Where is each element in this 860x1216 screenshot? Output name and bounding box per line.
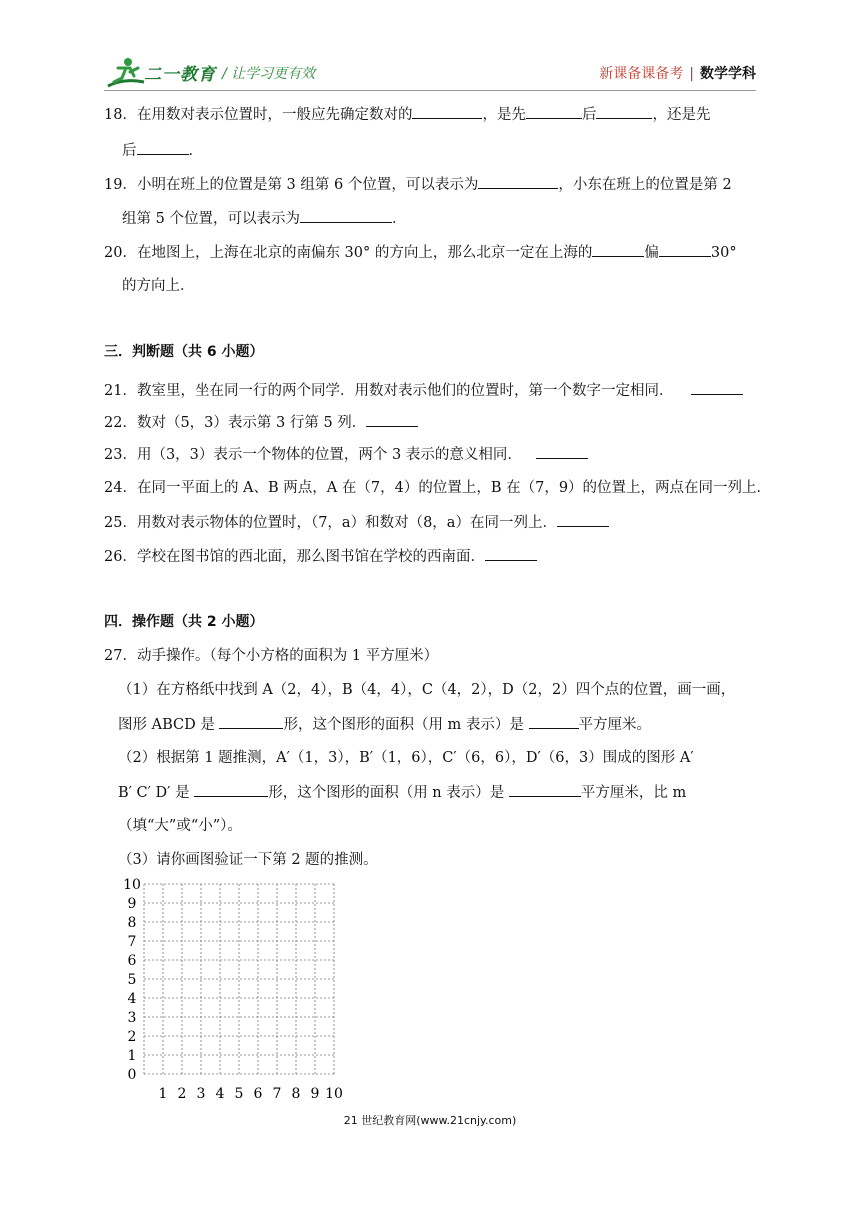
question-19-cont — [122, 208, 406, 229]
q19-text-a: 19．小明在班上的位置是第 3 组第 6 个位置，可以表示为 — [104, 177, 479, 193]
logo-text: 二一教育 — [144, 65, 216, 85]
grid-x-labels — [159, 1086, 343, 1102]
q20-text-d: 的方向上． — [122, 278, 195, 294]
q18-blank-3[interactable] — [596, 104, 652, 119]
q27-2-blank-2[interactable] — [509, 782, 581, 797]
q19-text-c: 组第 5 个位置，可以表示为 — [122, 211, 300, 227]
q20-text-c: 30° — [710, 245, 737, 261]
q20-text-b: 偏 — [644, 245, 659, 261]
grid-x-label: 8 — [291, 1086, 301, 1102]
q27-2-blank-1[interactable] — [194, 782, 268, 797]
q27-1-text-b: 图形 ABCD 是 — [118, 717, 220, 733]
footer-text: 21 世纪教育网(www.21cnjy.com) — [343, 1114, 517, 1127]
q21-blank[interactable] — [691, 380, 743, 395]
question-27-1: （1）在方格纸中找到 A（2，4），B（4，4），C（4，2），D（2，2）四个点的位置，画一画， — [118, 682, 736, 698]
grid-y-label: 8 — [127, 915, 137, 931]
header-course-label: 新课备课备考 — [599, 66, 684, 82]
question-19 — [104, 174, 732, 195]
question-27-1-cont — [118, 714, 651, 735]
q22-blank[interactable] — [366, 412, 418, 427]
grid-y-label: 2 — [127, 1029, 137, 1045]
q18-text-a: 18．在用数对表示位置时，一般应先确定数对的 — [104, 107, 413, 123]
question-27: 27．动手操作。（每个小方格的面积为 1 平方厘米） — [104, 648, 439, 664]
grid-y-label: 6 — [127, 953, 137, 969]
q26-blank[interactable] — [485, 546, 537, 561]
grid-y-label: 7 — [127, 934, 137, 950]
question-18 — [104, 104, 710, 125]
grid-x-label: 5 — [234, 1086, 244, 1102]
grid-x-label: 1 — [158, 1086, 168, 1102]
grid-y-labels — [123, 877, 141, 1083]
question-18-cont — [122, 140, 203, 161]
grid-y-label: 9 — [127, 896, 137, 912]
q21-text: 21．教室里，坐在同一行的两个同学．用数对表示他们的位置时，第一个数字一定相同． — [104, 383, 674, 399]
q27-1-text-c: 形，这个图形的面积（用 m 表示）是 — [283, 717, 529, 733]
q25-blank[interactable] — [557, 512, 609, 527]
header-divider — [104, 90, 756, 91]
question-20-cont — [122, 276, 195, 296]
q27-2-text-d: 平方厘米，比 m — [580, 785, 687, 801]
q20-text-a: 20．在地图上，上海在北京的南偏东 30° 的方向上，那么北京一定在上海的 — [104, 245, 593, 261]
question-23 — [104, 444, 588, 465]
grid-x-label: 7 — [272, 1086, 282, 1102]
grid-y-label: 10 — [123, 877, 141, 893]
q27-2-text-c: 形，这个图形的面积（用 n 表示）是 — [268, 785, 509, 801]
question-25 — [104, 512, 609, 533]
question-27-2: （2）根据第 1 题推测，A′（1，3），B′（1，6），C′（6，6），D′（6，3）围成的图形 A′ — [118, 750, 694, 766]
q20-blank-2[interactable] — [659, 242, 711, 257]
q18-text-c: 后 — [581, 107, 597, 123]
q18-text-b: ，是先 — [482, 107, 526, 123]
q19-blank-1[interactable] — [478, 174, 558, 189]
q23-blank[interactable] — [536, 444, 588, 459]
grid-y-label: 3 — [127, 1010, 137, 1026]
q27-1-blank-2[interactable] — [529, 714, 579, 729]
grid-x-label: 9 — [310, 1086, 320, 1102]
q27-1-text-d: 平方厘米。 — [578, 717, 652, 733]
section-3-title: 三．判断题（共 6 小题） — [104, 344, 264, 360]
q19-blank-2[interactable] — [300, 208, 392, 223]
header-separator: | — [689, 66, 694, 82]
q18-blank-1[interactable] — [412, 104, 482, 119]
question-27-3: （3）请你画图验证一下第 2 题的推测。 — [118, 852, 378, 868]
q18-blank-2[interactable] — [526, 104, 582, 119]
grid-y-label: 5 — [127, 972, 137, 988]
section-4-title: 四．操作题（共 2 小题） — [104, 614, 264, 630]
grid-lines — [144, 884, 334, 1074]
q27-2-text-b: B′ C′ D′ 是 — [118, 785, 195, 801]
coordinate-grid[interactable] — [118, 876, 358, 1104]
grid-x-label: 3 — [196, 1086, 206, 1102]
q23-text: 23．用（3，3）表示一个物体的位置，两个 3 表示的意义相同． — [104, 447, 522, 463]
question-26 — [104, 546, 537, 567]
page-header — [0, 0, 860, 100]
question-27-2-cont — [118, 782, 686, 803]
q18-blank-4[interactable] — [137, 140, 189, 155]
q19-text-d: ． — [391, 211, 407, 227]
question-20 — [104, 242, 737, 263]
q20-blank-1[interactable] — [592, 242, 644, 257]
grid-x-label: 6 — [253, 1086, 263, 1102]
grid-y-label: 4 — [127, 991, 137, 1007]
q22-text: 22．数对（5，3）表示第 3 行第 5 列． — [104, 415, 367, 431]
grid-y-label: 1 — [127, 1048, 137, 1064]
q25-text: 25．用数对表示物体的位置时，（7，a）和数对（8，a）在同一列上． — [104, 515, 557, 531]
header-subject-label: 数学学科 — [700, 66, 756, 82]
question-22 — [104, 412, 418, 433]
q24-text: 24．在同一平面上的 A、B 两点，A 在（7，4）的位置上，B 在（7，9）的位置上，两点在同一列上． — [104, 480, 772, 496]
q18-text-d: ，还是先 — [652, 107, 711, 123]
q18-text-f: ． — [188, 143, 203, 159]
grid-y-label: 0 — [127, 1067, 137, 1083]
q26-text: 26．学校在图书馆的西北面，那么图书馆在学校的西南面． — [104, 549, 485, 565]
grid-x-label: 10 — [325, 1086, 343, 1102]
grid-x-label: 4 — [215, 1086, 225, 1102]
question-21 — [104, 380, 743, 401]
grid-x-label: 2 — [177, 1086, 187, 1102]
q27-1-blank-1[interactable] — [219, 714, 283, 729]
question-24 — [104, 478, 771, 498]
q18-text-e: 后 — [122, 143, 137, 159]
header-right — [599, 63, 756, 83]
q19-text-b: ，小东在班上的位置是第 2 — [558, 177, 732, 193]
question-27-2-cont2: （填“大”或“小”）。 — [118, 818, 242, 834]
slogan: / 让学习更有效 — [222, 66, 316, 82]
